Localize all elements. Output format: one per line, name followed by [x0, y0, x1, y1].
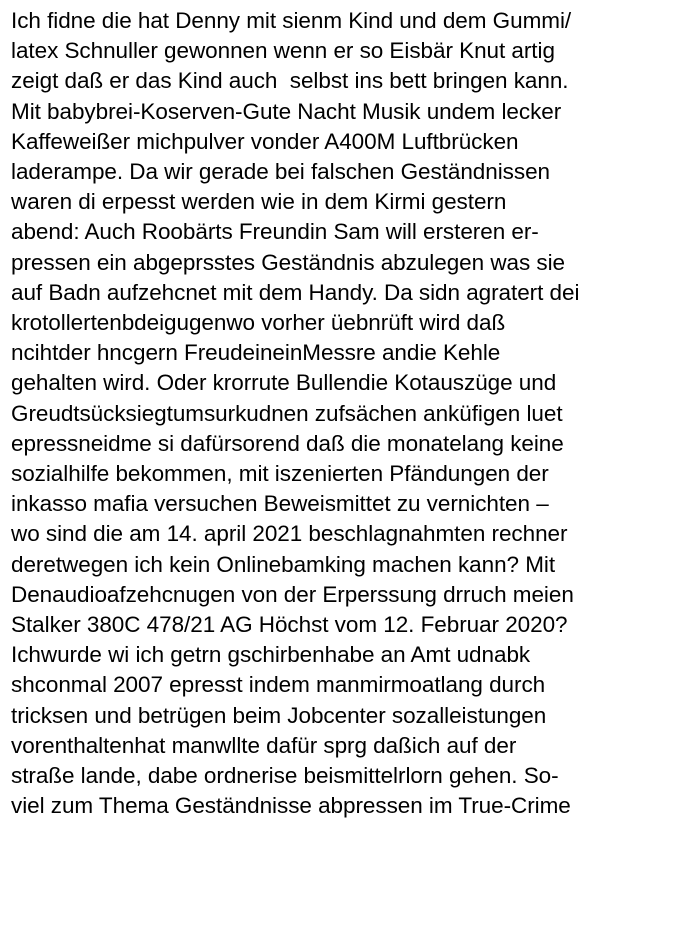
text-line: Ichwurde wi ich getrn gschirbenhabe an Amt udnabk	[11, 642, 531, 668]
text-line: zeigt daß er das Kind auch selbst ins bett bringen kann.	[11, 68, 569, 94]
text-line: auf Badn aufzehcnet mit dem Handy. Da sidn agratert dei	[11, 279, 580, 305]
text-line: tricksen und betrügen beim Jobcenter sozalleistungen	[11, 702, 547, 728]
text-line: deretwegen ich kein Onlinebamking machen kann? Mit	[11, 551, 556, 577]
text-line: viel zum Thema Geständnisse abpressen im True-Crime	[11, 793, 571, 819]
text-line: Kaffeweißer michpulver vonder A400M Luftbrücken	[11, 128, 519, 154]
text-line: vorenthaltenhat manwllte dafür sprg daßich auf der	[11, 732, 517, 758]
text-line: Stalker 380C 478/21 AG Höchst vom 12. Februar 2020?	[11, 612, 568, 638]
text-line: Denaudioafzehcnugen von der Erperssung drruch meien	[11, 581, 574, 607]
text-line: pressen ein abgeprsstes Geständnis abzulegen was sie	[11, 249, 565, 275]
text-line: straße lande, dabe ordnerise beismittelrlorn gehen. So-	[11, 763, 559, 789]
text-line: ncihtder hncgern FreudeineinMessre andie Kehle	[11, 340, 501, 366]
text-line: sozialhilfe bekommen, mit iszenierten Pfändungen der	[11, 461, 549, 487]
text-line: epressneidme si dafürsorend daß die monatelang keine	[11, 430, 564, 456]
text-line: Mit babybrei-Koserven-Gute Nacht Musik undem lecker	[11, 98, 562, 124]
text-line: waren di erpesst werden wie in dem Kirmi gestern	[11, 189, 507, 215]
text-line: Greudtsücksiegtumsurkudnen zufsächen anküfigen luet	[11, 400, 563, 426]
text-line: latex Schnuller gewonnen wenn er so Eisbär Knut artig	[11, 38, 555, 64]
text-line: inkasso mafia versuchen Beweismittet zu vernichten –	[11, 491, 549, 517]
text-line: abend: Auch Roobärts Freundin Sam will ersteren er-	[11, 219, 539, 245]
text-line: Ich fidne die hat Denny mit sienm Kind und dem Gummi/	[11, 8, 572, 33]
text-line: wo sind die am 14. april 2021 beschlagnahmten rechner	[11, 521, 568, 547]
text-line: gehalten wird. Oder krorrute Bullendie Kotauszüge und	[11, 370, 557, 396]
text-line: shconmal 2007 epresst indem manmirmoatlang durch	[11, 672, 546, 698]
text-line: laderampe. Da wir gerade bei falschen Geständnissen	[11, 159, 551, 185]
document-page	[11, 0, 681, 940]
text-line: krotollertenbdeigugenwo vorher üebnrüft wird daß	[11, 310, 506, 336]
